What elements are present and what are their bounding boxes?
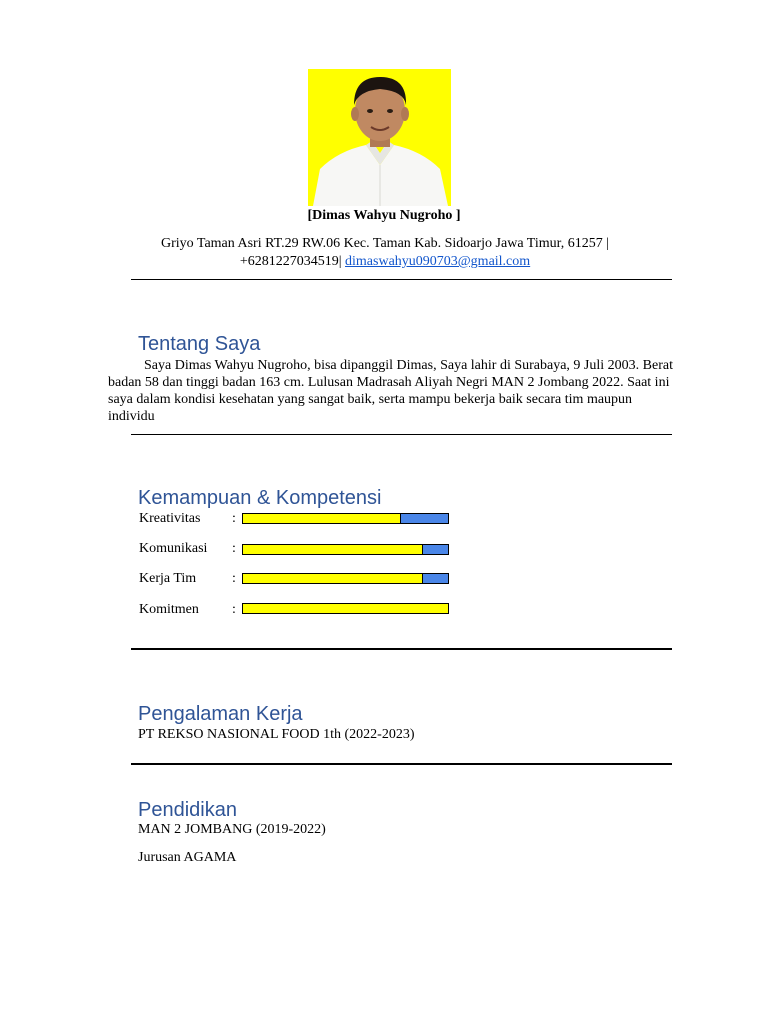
phone-number: +6281227034519| bbox=[239, 254, 342, 269]
contact-info bbox=[130, 235, 640, 271]
skill-label: Komunikasi bbox=[139, 541, 208, 556]
divider bbox=[131, 279, 672, 280]
education-item: MAN 2 JOMBANG (2019-2022) bbox=[138, 822, 326, 837]
skill-colon: : bbox=[232, 571, 236, 586]
skill-bar bbox=[242, 513, 449, 524]
section-title-skills: Kemampuan & Kompetensi bbox=[138, 487, 382, 509]
skill-label: Kreativitas bbox=[139, 511, 201, 526]
skill-bar bbox=[242, 544, 449, 555]
skill-colon: : bbox=[232, 541, 236, 556]
skill-label: Komitmen bbox=[139, 602, 199, 617]
divider bbox=[131, 763, 672, 765]
skill-colon: : bbox=[232, 602, 236, 617]
skill-label: Kerja Tim bbox=[139, 571, 197, 586]
section-title-education: Pendidikan bbox=[138, 799, 237, 821]
profile-photo bbox=[308, 69, 451, 206]
skill-bar bbox=[242, 603, 449, 614]
experience-item: PT REKSO NASIONAL FOOD 1th (2022-2023) bbox=[138, 727, 415, 742]
phone-email-line bbox=[130, 253, 640, 271]
skill-colon: : bbox=[232, 511, 236, 526]
section-title-experience: Pengalaman Kerja bbox=[138, 703, 303, 725]
skill-bar-fill bbox=[243, 514, 401, 523]
skill-bar-fill bbox=[243, 545, 423, 554]
email-link[interactable]: dimaswahyu090703@gmail.com bbox=[345, 254, 531, 269]
divider bbox=[131, 434, 672, 435]
address-line: Griyo Taman Asri RT.29 RW.06 Kec. Taman Kab. Sidoarjo Jawa Timur, 61257 | bbox=[160, 236, 610, 251]
skill-bar-fill bbox=[243, 574, 423, 583]
person-portrait-icon bbox=[308, 69, 451, 206]
divider bbox=[131, 648, 672, 650]
about-text: Saya Dimas Wahyu Nugroho, bisa dipanggil Dimas, Saya lahir di Surabaya, 9 Juli 2003. Berat badan 58 dan tinggi badan 163 cm. Lulusan Madrasah Aliyah Negri MAN 2 Jombang 2022. Saat ini saya dalam kondisi kesehatan yang sangat baik, serta mampu bekerja baik secara tim maupun individu bbox=[108, 358, 673, 424]
section-title-about: Tentang Saya bbox=[138, 333, 261, 355]
skill-bar-fill bbox=[243, 604, 448, 613]
education-item: Jurusan AGAMA bbox=[138, 850, 237, 865]
full-name: [Dimas Wahyu Nugroho ] bbox=[307, 208, 461, 223]
skill-bar bbox=[242, 573, 449, 584]
